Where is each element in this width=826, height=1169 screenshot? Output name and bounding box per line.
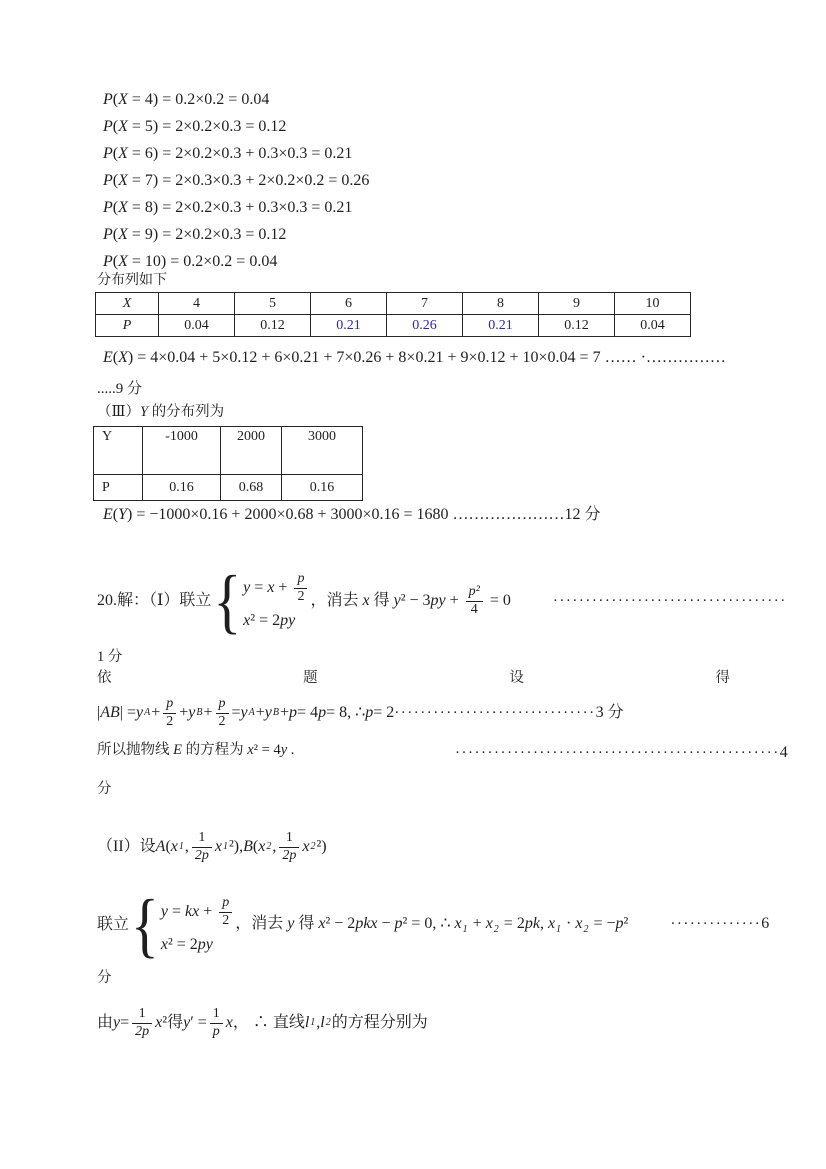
system2-eq1 bbox=[161, 895, 235, 930]
system1-eq2 bbox=[243, 611, 310, 631]
math-segment: …… ·…………… bbox=[604, 349, 726, 366]
math-segment: ( bbox=[112, 118, 119, 135]
math-segment: | bbox=[97, 704, 101, 721]
part3-heading bbox=[97, 403, 224, 421]
y-distribution-table bbox=[93, 426, 363, 501]
table-cell-highlighted: 0.21 bbox=[311, 315, 387, 337]
math-segment: x bbox=[547, 914, 556, 932]
math-segment: ( bbox=[112, 199, 119, 216]
math-segment: P bbox=[103, 199, 113, 216]
math-segment: 联立 bbox=[97, 916, 130, 933]
equation-px9 bbox=[103, 225, 286, 245]
math-segment: 得 bbox=[167, 1014, 184, 1031]
math-segment: = bbox=[250, 579, 268, 597]
table-cell: 10 bbox=[615, 293, 691, 315]
math-segment: x bbox=[155, 1014, 163, 1031]
parabola-equation-line bbox=[97, 741, 294, 759]
table-cell-highlighted: 0.26 bbox=[387, 315, 463, 337]
math-segment: ， ∴ 直线 bbox=[232, 1014, 305, 1031]
math-segment: y bbox=[135, 704, 144, 721]
table-cell: 0.04 bbox=[159, 315, 235, 337]
solution-prefix bbox=[97, 591, 211, 611]
system2-prefix bbox=[97, 915, 129, 935]
math-segment: + bbox=[468, 914, 486, 932]
math-segment: , bbox=[184, 838, 189, 855]
math-segment: ······························· bbox=[394, 704, 596, 721]
equation-px6 bbox=[103, 144, 352, 164]
math-segment: ′ = bbox=[190, 1014, 207, 1031]
math-segment: 2 bbox=[266, 840, 272, 852]
equation-ab bbox=[97, 693, 624, 733]
math-segment: py bbox=[197, 935, 213, 953]
math-segment: ·············· bbox=[670, 915, 762, 932]
table-cell: 2000 bbox=[221, 427, 282, 475]
math-segment: + bbox=[280, 704, 290, 721]
table-cell: P bbox=[96, 315, 159, 337]
equation-px4 bbox=[103, 90, 269, 110]
math-segment: p bbox=[394, 914, 403, 932]
math-segment: B bbox=[243, 838, 253, 855]
table-cell: P bbox=[94, 475, 143, 501]
math-segment: x bbox=[243, 611, 251, 629]
math-segment: 的方程分别为 bbox=[331, 1014, 428, 1031]
parabola-line-dots bbox=[455, 743, 788, 763]
math-segment: x bbox=[485, 914, 493, 932]
equation-ey bbox=[103, 505, 601, 525]
math-segment: ···································· bbox=[552, 592, 787, 609]
char-she: 设 bbox=[509, 670, 524, 686]
fraction: $\frac{1}{p}$ bbox=[210, 1006, 223, 1041]
math-segment: ² = 4 bbox=[253, 742, 281, 758]
math-segment: Y bbox=[139, 404, 149, 420]
math-segment: X bbox=[118, 91, 128, 108]
math-segment: 1 bbox=[178, 840, 184, 852]
math-segment: y bbox=[280, 742, 288, 758]
math-segment: , bbox=[316, 1014, 321, 1031]
math-segment: p bbox=[318, 704, 327, 721]
math-segment: = 6) = 2×0.2×0.3 + 0.3×0.3 = 0.21 bbox=[127, 145, 353, 162]
math-segment: E bbox=[103, 506, 113, 523]
math-segment: x bbox=[170, 838, 178, 855]
equation-ex bbox=[103, 348, 726, 368]
table-cell-highlighted: 0.21 bbox=[463, 315, 539, 337]
table-row-y bbox=[94, 427, 363, 475]
math-segment: = bbox=[120, 1014, 130, 1031]
table-cell: -1000 bbox=[143, 427, 221, 475]
math-segment: + bbox=[199, 903, 217, 921]
math-segment: 2 bbox=[583, 923, 589, 935]
system2-eq2 bbox=[161, 935, 235, 955]
math-segment: 20.解：（Ⅰ）联立 bbox=[97, 592, 212, 609]
math-segment: 的分布列为 bbox=[148, 404, 225, 420]
distribution-label: 分布列如下 bbox=[97, 273, 167, 288]
math-segment: = 8) = 2×0.2×0.3 + 0.3×0.3 = 0.21 bbox=[127, 199, 353, 216]
math-segment: y bbox=[393, 591, 401, 609]
justified-sentence bbox=[97, 669, 730, 687]
math-segment: Y bbox=[118, 506, 128, 523]
math-segment: x bbox=[267, 579, 275, 597]
math-segment: （Ⅲ） bbox=[97, 404, 140, 420]
math-segment: AB bbox=[100, 704, 120, 721]
math-segment: l bbox=[320, 1014, 325, 1031]
math-segment: p bbox=[365, 704, 374, 721]
equation-px10 bbox=[103, 252, 277, 272]
fraction: $\frac{p}{2}$ bbox=[219, 895, 232, 930]
math-segment: pkx bbox=[355, 914, 378, 932]
math-segment: x bbox=[302, 838, 310, 855]
math-segment: ，消去 bbox=[235, 914, 288, 932]
math-segment: A bbox=[155, 838, 166, 855]
fraction: $\frac{p}{2}$ bbox=[163, 696, 176, 731]
table-cell: X bbox=[96, 293, 159, 315]
math-segment: X bbox=[118, 226, 128, 243]
math-segment: + bbox=[203, 704, 213, 721]
math-segment: 1 bbox=[223, 840, 228, 852]
math-segment: 4 bbox=[779, 744, 788, 761]
math-segment: E bbox=[173, 742, 182, 758]
math-segment: 得 bbox=[369, 591, 394, 609]
fraction: $\frac{p}{2}$ bbox=[294, 571, 307, 606]
math-segment: + bbox=[274, 579, 292, 597]
math-segment: 2 bbox=[493, 923, 499, 935]
math-segment: l bbox=[304, 1014, 310, 1031]
math-segment: ² = 0, ∴ bbox=[402, 914, 455, 932]
score-9: .....9 分 bbox=[97, 381, 143, 397]
char-de: 得 bbox=[715, 670, 730, 686]
fraction: $\frac{p}{2}$ bbox=[216, 696, 229, 731]
fraction: $\frac{1}{2p}$ bbox=[132, 1006, 152, 1041]
math-segment: y bbox=[160, 903, 168, 921]
math-segment: ·················································· bbox=[455, 745, 780, 761]
math-segment: = 2 bbox=[499, 914, 525, 932]
math-segment: X bbox=[118, 349, 128, 366]
math-segment: 所以抛物线 bbox=[97, 742, 174, 758]
math-segment: A bbox=[144, 706, 151, 718]
table-cell: 6 bbox=[311, 293, 387, 315]
table-cell: 0.68 bbox=[221, 475, 282, 501]
math-segment: py bbox=[430, 591, 446, 609]
fraction: $\frac{1}{2p}$ bbox=[192, 830, 212, 865]
math-segment: − bbox=[377, 914, 395, 932]
math-segment: ² bbox=[162, 1014, 168, 1031]
math-segment: ) = 4×0.04 + 5×0.12 + 6×0.21 + 7×0.26 + 8×0.21 + 9×0.12 + 10×0.04 = 7 bbox=[127, 349, 601, 366]
math-segment: 6 bbox=[761, 914, 770, 932]
math-segment: + bbox=[445, 591, 463, 609]
math-segment: x bbox=[160, 935, 168, 953]
math-segment: = bbox=[231, 704, 241, 721]
table-cell: 0.12 bbox=[235, 315, 311, 337]
table-cell: 9 bbox=[539, 293, 615, 315]
math-segment: ² bbox=[229, 838, 234, 855]
math-segment: x bbox=[225, 1014, 233, 1031]
math-segment: = 5) = 2×0.2×0.3 = 0.12 bbox=[127, 118, 287, 135]
math-segment: = − bbox=[589, 914, 616, 932]
math-segment: y bbox=[264, 704, 272, 721]
math-segment: P bbox=[103, 253, 113, 270]
math-segment: = bbox=[167, 903, 185, 921]
math-segment: A bbox=[248, 706, 255, 718]
table-row-x bbox=[96, 293, 691, 315]
math-segment: x bbox=[247, 742, 254, 758]
math-segment: X bbox=[118, 172, 128, 189]
math-segment: = 9) = 2×0.2×0.3 = 0.12 bbox=[127, 226, 287, 243]
math-segment: ，消去 bbox=[310, 591, 363, 609]
system1-eq1 bbox=[243, 571, 310, 606]
line-20-solution bbox=[97, 559, 787, 641]
math-segment: ²) bbox=[316, 838, 327, 855]
elimination-result-2 bbox=[235, 914, 769, 937]
table-cell: 4 bbox=[159, 293, 235, 315]
math-segment: = 8, ∴ bbox=[326, 704, 366, 721]
math-segment: ( bbox=[112, 506, 119, 523]
math-segment: ( bbox=[112, 226, 119, 243]
math-segment: y bbox=[287, 914, 295, 932]
left-brace-icon: { bbox=[213, 559, 242, 641]
table-cell: 0.12 bbox=[539, 315, 615, 337]
score-1: 1 分 bbox=[97, 649, 123, 665]
score-4-fen: 分 bbox=[97, 781, 112, 797]
math-segment: x bbox=[318, 914, 326, 932]
math-segment: ( bbox=[112, 145, 119, 162]
math-segment: | = bbox=[119, 704, 136, 721]
math-segment: y bbox=[188, 704, 196, 721]
math-segment: ( bbox=[165, 838, 171, 855]
math-segment: 1 bbox=[310, 1016, 316, 1028]
elimination-result bbox=[310, 584, 786, 619]
equation-system-2 bbox=[161, 895, 235, 955]
table-cell: 0.16 bbox=[143, 475, 221, 501]
math-segment: , bbox=[539, 914, 548, 932]
equation-px7 bbox=[103, 171, 369, 191]
math-segment: ………………… bbox=[452, 506, 565, 523]
table-cell: 7 bbox=[387, 293, 463, 315]
table-row-p bbox=[96, 315, 691, 337]
math-segment: = 10) = 0.2×0.2 = 0.04 bbox=[127, 253, 278, 270]
equation-px8 bbox=[103, 198, 352, 218]
math-segment: ( bbox=[112, 349, 119, 366]
math-segment: ² bbox=[623, 914, 629, 932]
math-segment: x bbox=[258, 838, 266, 855]
math-segment: py bbox=[280, 611, 296, 629]
equation-system-1 bbox=[243, 571, 310, 631]
math-segment: x bbox=[575, 914, 583, 932]
table-cell: 0.16 bbox=[282, 475, 363, 501]
math-segment: x bbox=[214, 838, 222, 855]
math-segment: P bbox=[103, 91, 113, 108]
math-segment: ( bbox=[252, 838, 259, 855]
math-segment: = 4 bbox=[297, 704, 319, 721]
math-segment: + bbox=[255, 704, 265, 721]
math-segment: kx bbox=[185, 903, 200, 921]
math-segment: pk bbox=[524, 914, 540, 932]
score-6-fen: 分 bbox=[97, 970, 112, 986]
math-segment: ( bbox=[112, 253, 119, 270]
math-segment: = 0 bbox=[485, 591, 511, 609]
math-segment: B bbox=[272, 706, 280, 718]
math-segment: X bbox=[118, 199, 128, 216]
line-system2 bbox=[97, 883, 770, 965]
math-segment: ), bbox=[233, 838, 244, 855]
math-segment: p bbox=[289, 704, 298, 721]
math-segment: E bbox=[103, 349, 113, 366]
math-segment: 2 bbox=[325, 1016, 331, 1028]
math-segment: （II）设 bbox=[97, 838, 156, 855]
math-segment: ² − 3 bbox=[400, 591, 431, 609]
math-segment: p bbox=[615, 914, 624, 932]
table-cell: 8 bbox=[463, 293, 539, 315]
math-segment: P bbox=[103, 226, 113, 243]
math-segment: = 2 bbox=[373, 704, 395, 721]
derivative-line bbox=[97, 1000, 428, 1046]
math-segment: ² = 2 bbox=[250, 611, 281, 629]
math-segment: = 4) = 0.2×0.2 = 0.04 bbox=[127, 91, 270, 108]
table-row-p bbox=[94, 475, 363, 501]
math-segment: + bbox=[179, 704, 189, 721]
math-segment: ) = −1000×0.16 + 2000×0.68 + 3000×0.16 = 1680 bbox=[127, 506, 449, 523]
math-segment: y bbox=[183, 1014, 191, 1031]
math-segment: 3 分 bbox=[595, 704, 624, 721]
math-segment: = 7) = 2×0.3×0.3 + 2×0.2×0.2 = 0.26 bbox=[127, 172, 370, 189]
math-segment: y bbox=[240, 704, 248, 721]
x-distribution-table bbox=[95, 292, 691, 337]
math-segment: x bbox=[454, 914, 462, 932]
math-segment: 12 分 bbox=[564, 506, 601, 523]
math-segment: 的方程为 bbox=[181, 742, 248, 758]
math-segment: X bbox=[118, 118, 128, 135]
math-segment: ² = 2 bbox=[167, 935, 198, 953]
equation-px5 bbox=[103, 117, 286, 137]
math-segment: 由 bbox=[97, 1014, 114, 1031]
fraction: $\frac{1}{2p}$ bbox=[279, 830, 299, 865]
math-segment: X bbox=[118, 253, 128, 270]
math-segment: 2 bbox=[310, 840, 316, 852]
math-segment: y bbox=[113, 1014, 121, 1031]
math-segment: , bbox=[272, 838, 277, 855]
left-brace-icon: { bbox=[131, 883, 159, 965]
math-segment: 1 bbox=[556, 923, 562, 935]
math-segment: P bbox=[103, 118, 113, 135]
part2-setup bbox=[97, 822, 327, 872]
math-segment: . bbox=[287, 742, 295, 758]
fraction: $\frac{\text{p²}}{4}$ bbox=[466, 584, 483, 619]
char-yi: 依 bbox=[97, 670, 112, 686]
math-segment: x bbox=[362, 591, 370, 609]
math-segment: y bbox=[243, 579, 251, 597]
math-segment: B bbox=[196, 706, 203, 718]
math-segment: P bbox=[103, 172, 113, 189]
table-cell: 5 bbox=[235, 293, 311, 315]
math-segment: X bbox=[118, 145, 128, 162]
table-cell: 0.04 bbox=[615, 315, 691, 337]
math-segment: ( bbox=[112, 172, 119, 189]
math-segment: · bbox=[562, 914, 576, 932]
table-cell: 3000 bbox=[282, 427, 363, 475]
math-segment: 得 bbox=[294, 914, 319, 932]
table-cell: Y bbox=[94, 427, 143, 475]
math-segment: + bbox=[151, 704, 161, 721]
math-segment: ² − 2 bbox=[325, 914, 356, 932]
char-ti: 题 bbox=[303, 670, 318, 686]
math-segment: ( bbox=[112, 91, 119, 108]
math-segment: P bbox=[103, 145, 113, 162]
math-segment: 1 bbox=[462, 923, 468, 935]
